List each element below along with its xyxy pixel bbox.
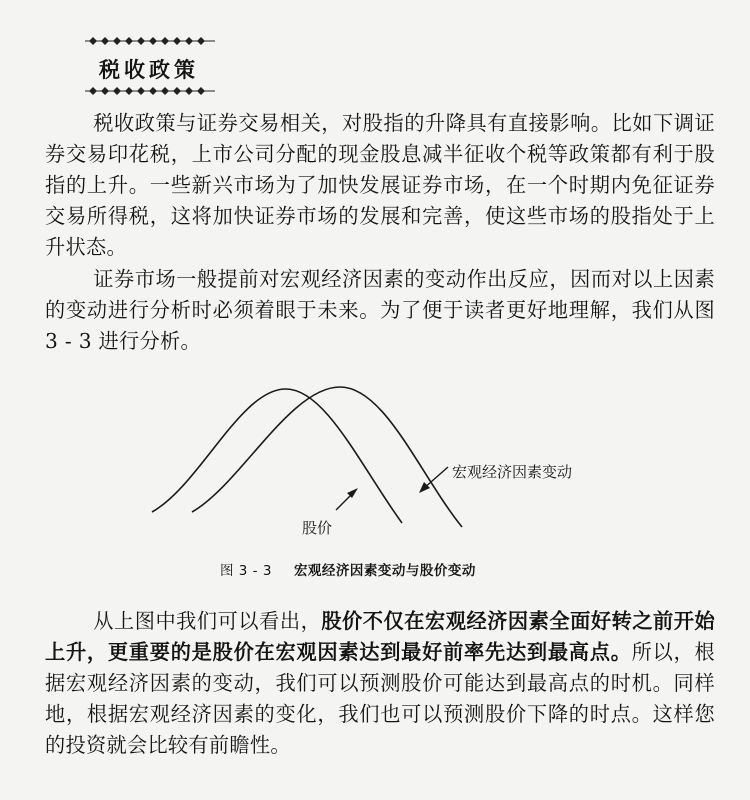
section-title: 税收政策 [99, 57, 199, 82]
section-header [85, 36, 215, 100]
figure-diagram [140, 375, 660, 585]
paragraph-text: 税收政策与证券交易相关，对股指的升降具有直接影响。比如下调证券交易印花税，上市公司分配的现金股息减半征收个税等政策都有利于股指的上升。一些新兴市场为了加快发展证券市场，在一个时期内免征证券交易所得税，这将加快证券市场的发展和完善，使这些市场的股指处于上升状态。 [45, 111, 715, 259]
paragraph-bold-emphasis: 股价不仅在宏观经济因素全面好转之前开始上升，更重要的是股价在宏观因素达到最好前率先达到最高点。 [45, 609, 715, 664]
label-macro-factor: 宏观经济因素变动 [452, 463, 573, 481]
figure-caption [220, 559, 476, 579]
paragraph-macro-analysis [45, 264, 715, 357]
decorative-diamond-border-bottom [85, 86, 215, 96]
decorative-diamond-border-top [85, 36, 215, 46]
caption-number: 图 3 - 3 [220, 563, 272, 579]
figure-3-3 [140, 375, 660, 585]
stock-price-curve [152, 389, 402, 523]
paragraph-text-start: 从上图中我们可以看出， [93, 609, 322, 633]
paragraph-tax-policy [45, 108, 715, 263]
label-stock-price: 股价 [302, 519, 333, 537]
paragraph-text-end: 所以，根据宏观经济因素的变动，我们可以预测股价可能达到最高点的时机。同样地，根据宏观经济因素的变化，我们也可以预测股价下降的时点。这样您的投资就会比较有前瞻性。 [45, 640, 715, 757]
arrow-to-price-curve [336, 488, 358, 510]
paragraph-text: 证券市场一般提前对宏观经济因素的变动作出反应，因而对以上因素的变动进行分析时必须着眼于未来。为了便于读者更好地理解，我们从图 3 - 3 进行分析。 [45, 267, 715, 353]
paragraph-conclusion [45, 606, 715, 761]
macro-factor-curve [192, 387, 462, 527]
caption-text: 宏观经济因素变动与股价变动 [293, 563, 476, 579]
